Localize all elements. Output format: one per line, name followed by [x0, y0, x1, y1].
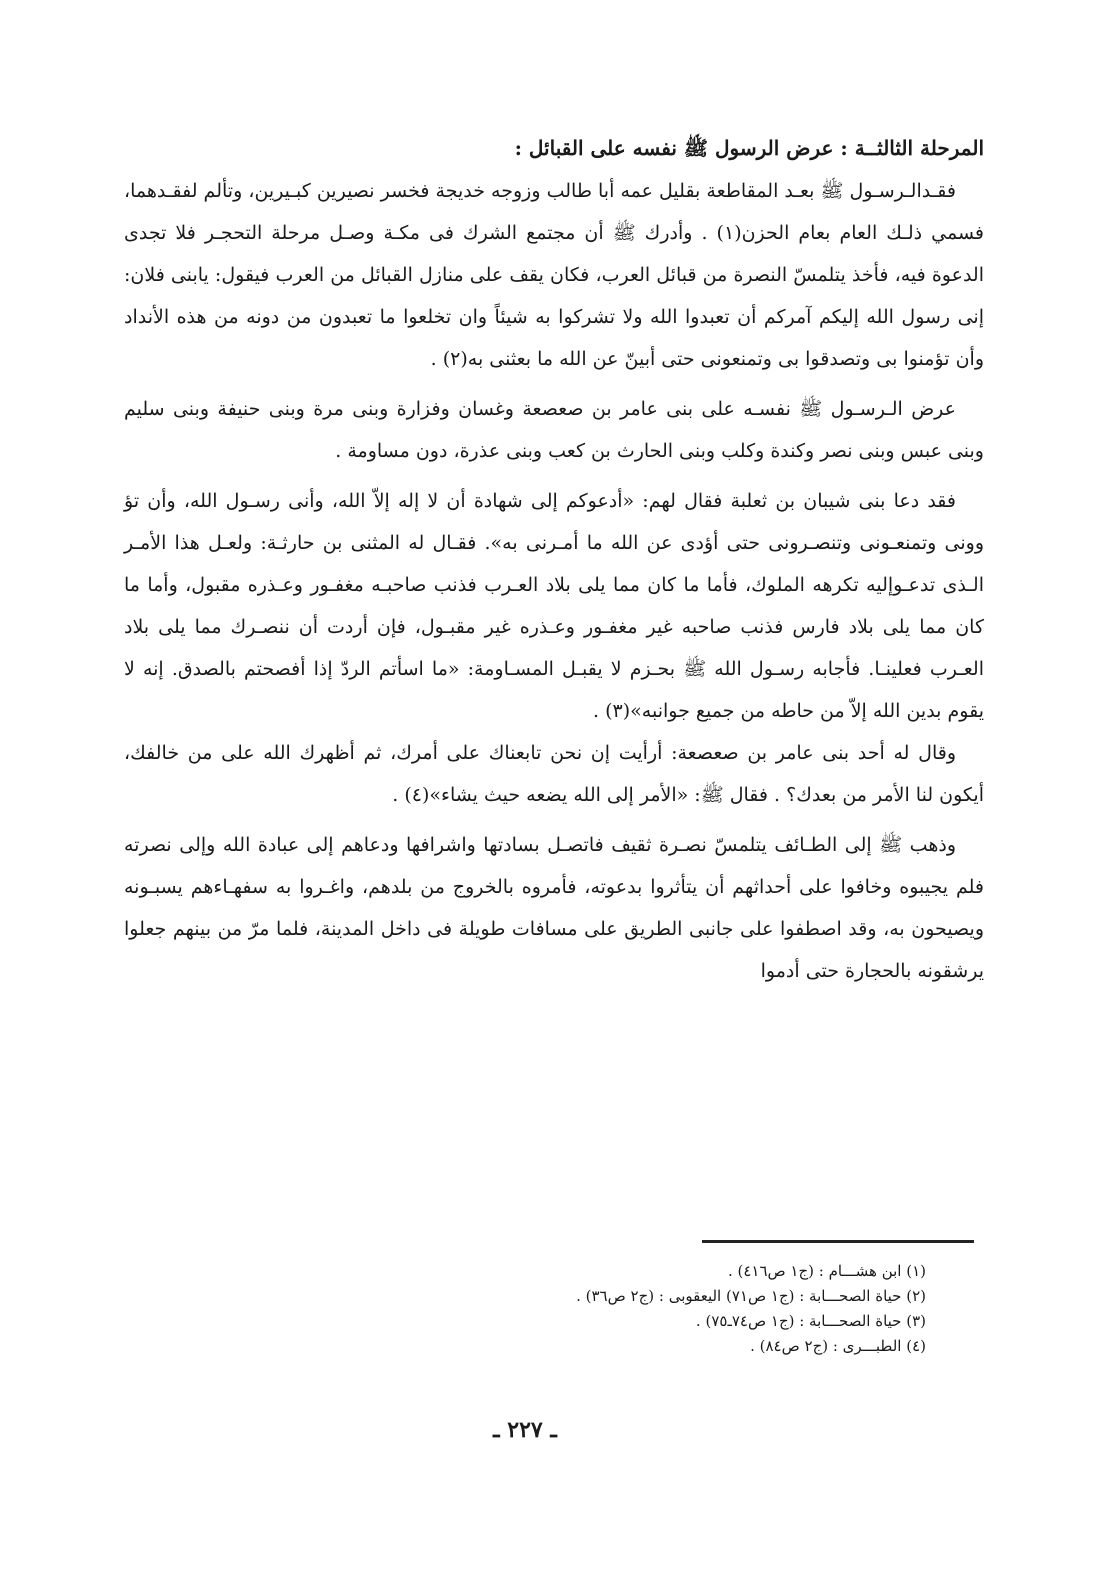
paragraph: فقـدالـرسـول ﷺ بعـد المقاطعة بقليل عمه أبا طالب وزوجه خديجة فخسر نصيرين كبـيرين، وتألم لفقـدهما، فسمي ذلـك العام بعام الحزن(١) . وأدرك ﷺ أن مجتمع الشرك فى مكـة وصـل مرحلة التحجـر فلا تجدى الدعوة فيه، فأخذ يتلمسّ النصرة من قبائل العرب، فكان يقف على منازل القبائل من العرب فيقول: يابنى فلان: إنى رسول الله إليكم آمركم أن تعبدوا الله ولا تشركوا به شيئاً وان تخلعوا ما تعبدون من دونه من هذه الأنداد وأن تؤمنوا بى وتصدقوا بى وتمنعونى حتى أبينّ عن الله ما بعثنى به(٢) . [124, 180, 984, 370]
paragraph: وذهب ﷺ إلى الطـائف يتلمسّ نصـرة ثقيف فاتصـل بسادتها واشرافها ودعاهم إلى عبادة الله وإلى نصرته فلم يجيبوه وخافوا على أحداثهم أن يتأثروا بدعوته، فأمروه بالخروج من بلدهم، واغـروا به سفهـاءهم يسبـونه ويصيحون به، وقد اصطفوا على جانبى الطريق على مسافات طويلة فى داخل المدينة، فلما مرّ من بينهم جعلوا يرشقونه بالحجارة حتى أدموا [124, 834, 984, 982]
footnote-separator [702, 1240, 974, 1243]
paragraph: وقال له أحد بنى عامر بن صعصعة: أرأيت إن نحن تابعناك على أمرك، ثم أظهرك الله على من خالفك، أيكون لنا الأمر من بعدك؟ . فقال ﷺ: «الأمر إلى الله يضعه حيث يشاء»(٤) . [124, 742, 984, 806]
paragraph: فقد دعا بنى شيبان بن ثعلبة فقال لهم: «أدعوكم إلى شهادة أن لا إله إلاّ الله، وأنى رسـول الله، وأن تؤ وونى وتمنعـونى وتنصـرونى حتى أؤدى عن الله ما أمـرنى به». فقـال له المثنى بن حارثـة: ولعـل هذا الأمـر الـذى تدعـوإليه تكرهه الملوك، فأما ما كان مما يلى بلاد العـرب فذنب صاحبـه مغفـور وعـذره مقبول، وأما ما كان مما يلى بلاد فارس فذنب صاحبه غير مغفـور وعـذره غير مقبـول، فإن أردت أن ننصـرك مما يلى بلاد العـرب فعلينـا. فأجابه رسـول الله ﷺ بحـزم لا يقبـل المسـاومة: «ما اسأتم الردّ إذا أفصحتم بالصدق. إنه لا يقوم بدين الله إلاّ من حاطه من جميع جوانبه»(٣) . [124, 490, 984, 722]
footnote: (٢) حياة الصحـــابة : (ج١ ص٧١) اليعقوبى : (ج٢ ص٣٦) . [576, 1287, 926, 1305]
footnote: (١) ابن هشـــام : (ج١ ص٤١٦) . [727, 1262, 926, 1280]
footnote: (٣) حياة الصحـــابة : (ج١ ص٧٤ـ٧٥) . [695, 1312, 926, 1330]
section-heading: المرحلة الثالثــة : عرض الرسول ﷺ نفسه على القبائل : [514, 136, 984, 160]
footnote: (٤) الطبـــرى : (ج٢ ص٨٤) . [750, 1337, 926, 1355]
body-text [124, 128, 984, 1000]
footnotes [226, 1259, 926, 1359]
page-number: ـ ٢٢٧ ـ [493, 1417, 557, 1443]
paragraph: عرض الـرسـول ﷺ نفسـه على بنى عامر بن صعصعة وغسان وفزارة وبنى مرة وبنى حنيفة وبنى سليم وبنى عبس وبنى نصر وكندة وكلب وبنى الحارث بن كعب وبنى عذرة، دون مساومة . [124, 398, 984, 462]
